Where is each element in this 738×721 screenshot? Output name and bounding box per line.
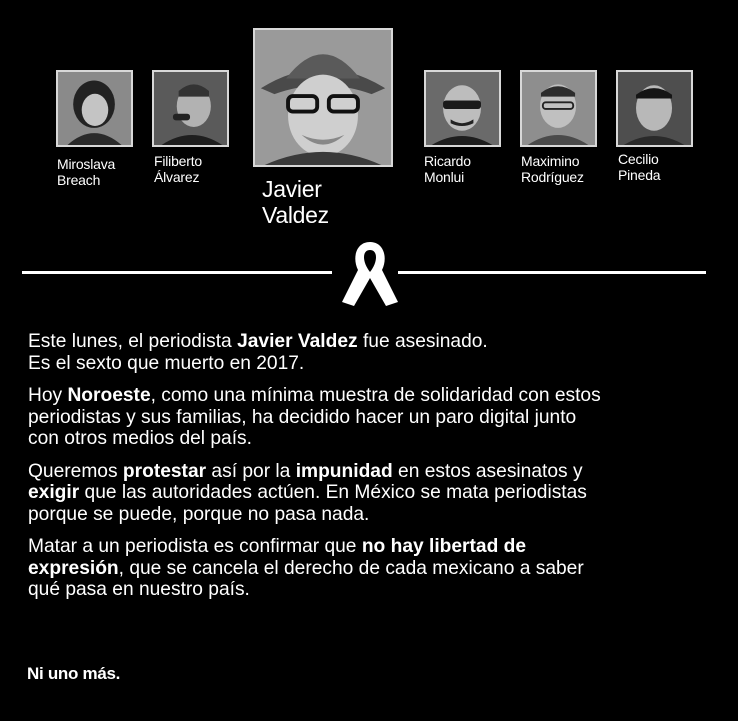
divider-right: [398, 271, 706, 274]
photo-ricardo-monlui: [424, 70, 501, 147]
first-name: Miroslava: [57, 156, 116, 172]
statement-text: [28, 331, 718, 612]
last-name: Pineda: [618, 167, 661, 183]
name-miroslava-breach: [57, 156, 115, 188]
statement-paragraph: [28, 385, 718, 450]
emphasis-text: Javier Valdez: [237, 331, 358, 352]
paragraph-text: en estos asesinatos y: [392, 460, 583, 482]
paragraph-text: Es el sexto que muerto en 2017.: [28, 352, 305, 374]
emphasis-text: protestar: [122, 460, 207, 482]
photo-javier-valdez: [253, 28, 393, 167]
paragraph-text: Matar a un periodista es confirmar que: [28, 536, 362, 557]
paragraph-text: periodistas y sus familias, ha decidido hacer un paro digital junto: [28, 406, 577, 428]
paragraph-text: Este lunes, el periodista: [28, 331, 238, 352]
closing-slogan: Ni uno más.: [27, 664, 121, 683]
first-name: Javier: [262, 176, 322, 202]
first-name: Ricardo: [424, 153, 471, 169]
paragraph-text: fue asesinado.: [357, 331, 488, 352]
emphasis-text: no hay libertad de: [361, 536, 527, 557]
portrait-image: [255, 30, 391, 165]
first-name: Maximino: [521, 153, 580, 169]
emphasis-text: exigir: [28, 482, 80, 503]
photo-cecilio-pineda: [616, 70, 693, 147]
paragraph-text: qué pasa en nuestro país.: [28, 579, 250, 600]
last-name: Rodríguez: [521, 169, 584, 185]
statement-paragraph: [28, 331, 718, 374]
last-name: Valdez: [262, 202, 329, 228]
portrait-image: [522, 72, 595, 145]
photo-filiberto-alvarez: [152, 70, 229, 147]
emphasis-text: impunidad: [295, 460, 393, 482]
statement-paragraph: [28, 536, 718, 601]
paragraph-text: porque se puede, porque no pasa nada.: [28, 503, 370, 525]
last-name: Álvarez: [154, 169, 200, 185]
divider-left: [22, 271, 332, 274]
emphasis-text: Noroeste: [67, 385, 151, 406]
emphasis-text: expresión: [28, 557, 119, 579]
photo-maximino-rodriguez: [520, 70, 597, 147]
portrait-image: [618, 72, 691, 145]
paragraph-text: , como una mínima muestra de solidaridad con estos: [150, 385, 601, 406]
last-name: Monlui: [424, 169, 465, 185]
statement-paragraph: [28, 461, 718, 526]
paragraph-text: con otros medios del país.: [28, 428, 252, 449]
first-name: Cecilio: [618, 151, 659, 167]
paragraph-text: , que se cancela el derecho de cada mexicano a saber: [118, 557, 584, 579]
last-name: Breach: [57, 172, 101, 188]
paragraph-text: así por la: [206, 460, 296, 482]
photo-miroslava-breach: [56, 70, 133, 147]
name-filiberto-alvarez: [154, 153, 202, 185]
name-javier-valdez: [262, 176, 329, 228]
name-ricardo-monlui: [424, 153, 471, 185]
name-maximino-rodriguez: [521, 153, 584, 185]
portrait-image: [58, 72, 131, 145]
paragraph-text: que las autoridades actúen. En México se mata periodistas: [79, 482, 587, 503]
memorial-ribbon-icon: [338, 238, 402, 310]
portrait-image: [426, 72, 499, 145]
paragraph-text: Hoy: [28, 385, 68, 406]
first-name: Filiberto: [154, 153, 202, 169]
paragraph-text: Queremos: [28, 460, 123, 482]
portrait-image: [154, 72, 227, 145]
name-cecilio-pineda: [618, 151, 660, 183]
